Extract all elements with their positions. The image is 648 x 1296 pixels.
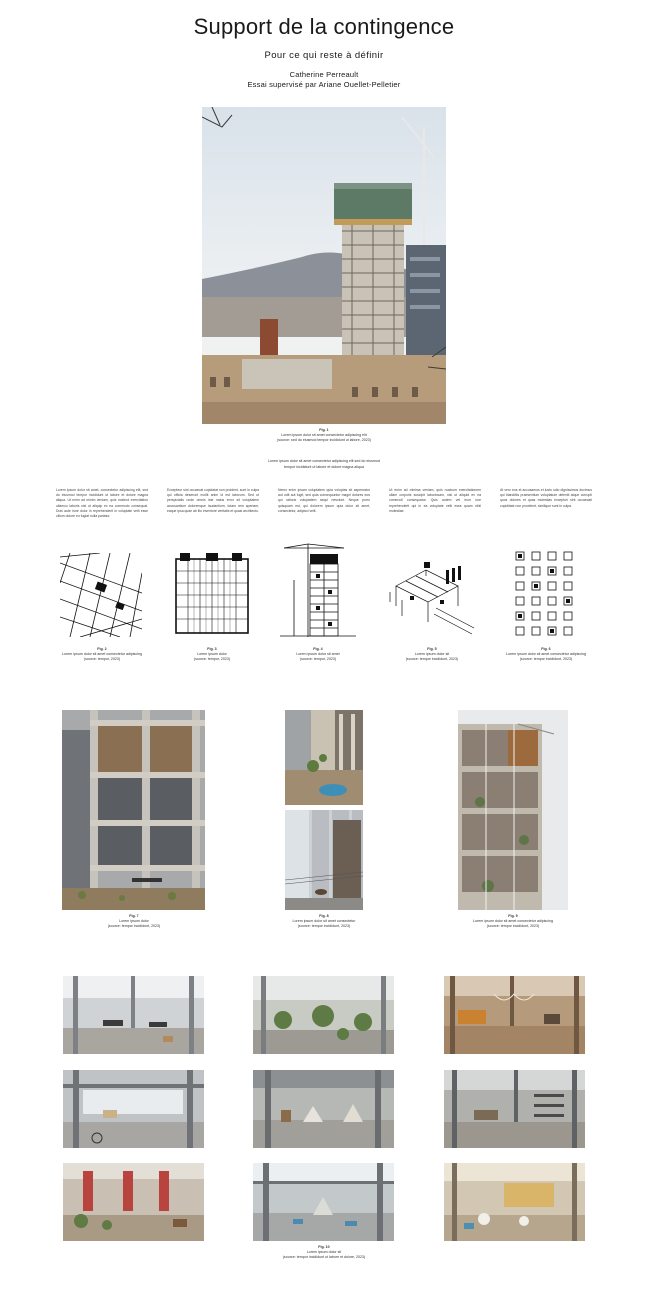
text-column-3: Nemo enim ipsam voluptatem quia voluptas sit aspernatur aut odit aut fugit, sed quia consequuntur magni dolores eos qui ratione voluptatem sequi nesciunt. Neque porro quisquam est, qui dolorem ipsum quia dolor sit amet, consectetur, adipisci velit.: [278, 488, 370, 513]
figure-number: Fig. 9: [508, 914, 518, 918]
figure-5-caption: [382, 647, 482, 662]
page-subtitle: Pour ce qui reste à définir: [264, 50, 384, 61]
supervisor-line: Essai supervisé par Ariane Ouellet-Pelletier: [247, 80, 401, 89]
caption-source: (source: sed do eiusmod tempor incididunt ut labore, 2023): [277, 438, 371, 442]
note-line: tempor incididunt ut labore et dolore magna aliqua: [284, 465, 364, 469]
caption-source: (source: tempor, 2023): [299, 657, 337, 661]
figure-number: Fig. 5: [427, 647, 437, 651]
interior-photo-1: [63, 976, 204, 1054]
caption-line: Lorem ipsum dolor: [197, 652, 227, 656]
figure-number: Fig. 4: [313, 647, 323, 651]
caption-source: (source: tempor incididunt ut labore et dolore, 2023): [282, 1255, 366, 1259]
caption-source: (source: tempor, 2023): [193, 657, 231, 661]
figure-number: Fig. 6: [541, 647, 551, 651]
text-column-4: Ut enim ad minima veniam, quis nostrum exercitationem ullam corporis suscipit laboriosam, nisi ut aliquid ex ea commodi consequatur. Quis autem vel eum iure reprehenderit qui in ea voluptate velit esse quam nihil molestiae.: [389, 488, 481, 513]
figure-number: Fig. 10: [318, 1245, 330, 1249]
text-column-2: Excepteur sint occaecat cupidatat non proident, sunt in culpa qui officia deserunt mollit anim id est laborum. Sed ut perspiciatis unde omnis iste natus error sit voluptatem accusantium doloremque laudantium, totam rem aperiam, eaque ipsa quae ab illo inventore veritatis et quasi architecto.: [167, 488, 259, 513]
caption-source: (source: tempor, 2023): [83, 657, 121, 661]
modules-grid-drawing: [514, 550, 578, 638]
interior-photo-2: [253, 976, 394, 1054]
figure-3-caption: [162, 647, 262, 662]
tower-section-drawing: [280, 540, 356, 637]
figure-number: Fig. 7: [129, 914, 139, 918]
caption-source: (source: tempor incididunt, 2023): [297, 924, 351, 928]
figure-number: Fig. 2: [97, 647, 107, 651]
interior-photo-9: [444, 1163, 585, 1241]
figure-6-caption: [496, 647, 596, 662]
balcony-dog-photo: [285, 810, 363, 910]
caption-line: Lorem ipsum dolor sit amet consectetur adipiscing: [473, 919, 553, 923]
caption-line: Lorem ipsum dolor sit: [306, 1250, 342, 1254]
text-column-1: Lorem ipsum dolor sit amet, consectetur adipiscing elit, sed do eiusmod tempor incididunt ut labore et dolore magna aliqua. Ut enim ad minim veniam, quis nostrud exercitation ullamco laboris nisi ut aliquip ex ea commodo consequat. Duis aute irure dolor in reprehenderit in voluptate velit esse cillum dolore eu fugiat nulla pariatur.: [56, 488, 148, 519]
authors-block: [0, 70, 648, 90]
figure-number: Fig. 3: [207, 647, 217, 651]
text-column-5: At vero eos et accusamus et iusto odio dignissimos ducimus qui blanditiis praesentium voluptatum deleniti atque corrupti quos dolores et quas molestias excepturi sint occaecati cupiditate non provident, similique sunt in culpa.: [500, 488, 592, 508]
concrete-frame-photo: [62, 710, 205, 910]
page-header: [0, 14, 648, 90]
interior-photo-6: [444, 1070, 585, 1148]
caption-line: Lorem ipsum dolor sit amet: [296, 652, 340, 656]
note-line: Lorem ipsum dolor sit amet consectetur adipiscing elit sed do eiusmod: [268, 459, 380, 463]
figure-10-caption: [264, 1245, 384, 1260]
author-name: Catherine Perreault: [289, 70, 359, 79]
urban-plan-drawing: [60, 553, 142, 637]
caption-line: Lorem ipsum dolor: [119, 919, 149, 923]
tower-construction-photo: [202, 107, 446, 424]
figure-9-caption: [463, 914, 563, 929]
caption-line: Lorem ipsum dolor sit amet consectetur adipiscing: [506, 652, 586, 656]
figure-7-caption: [84, 914, 184, 929]
axonometric-drawing: [386, 556, 476, 636]
interior-photo-8: [253, 1163, 394, 1241]
facade-collage-photo: [458, 710, 568, 910]
interior-photo-5: [253, 1070, 394, 1148]
caption-source: (source: tempor incididunt, 2023): [486, 924, 540, 928]
caption-source: (source: tempor incididunt, 2023): [405, 657, 459, 661]
caption-source: (source: tempor incididunt, 2023): [519, 657, 573, 661]
page-title: Support de la contingence: [193, 14, 455, 39]
caption-line: Lorem ipsum dolor sit amet consectetur: [292, 919, 356, 923]
caption-line: Lorem ipsum dolor sit amet consectetur adipiscing: [62, 652, 142, 656]
caption-line: Lorem ipsum dolor sit: [414, 652, 450, 656]
intro-note: [0, 458, 648, 470]
figure-number: Fig. 1: [319, 428, 329, 432]
interior-photo-3: [444, 976, 585, 1054]
interior-photo-4: [63, 1070, 204, 1148]
caption-source: (source: tempor incididunt, 2023): [107, 924, 161, 928]
figure-1-caption: [224, 428, 424, 443]
interior-photo-7: [63, 1163, 204, 1241]
balcony-pool-photo: [285, 710, 363, 805]
caption-line: Lorem ipsum dolor sit amet consectetur adipiscing elit: [281, 433, 367, 437]
figure-number: Fig. 8: [319, 914, 329, 918]
figure-4-caption: [268, 647, 368, 662]
figure-2-caption: [52, 647, 152, 662]
floor-plan-drawing: [172, 553, 252, 637]
figure-8-caption: [274, 914, 374, 929]
